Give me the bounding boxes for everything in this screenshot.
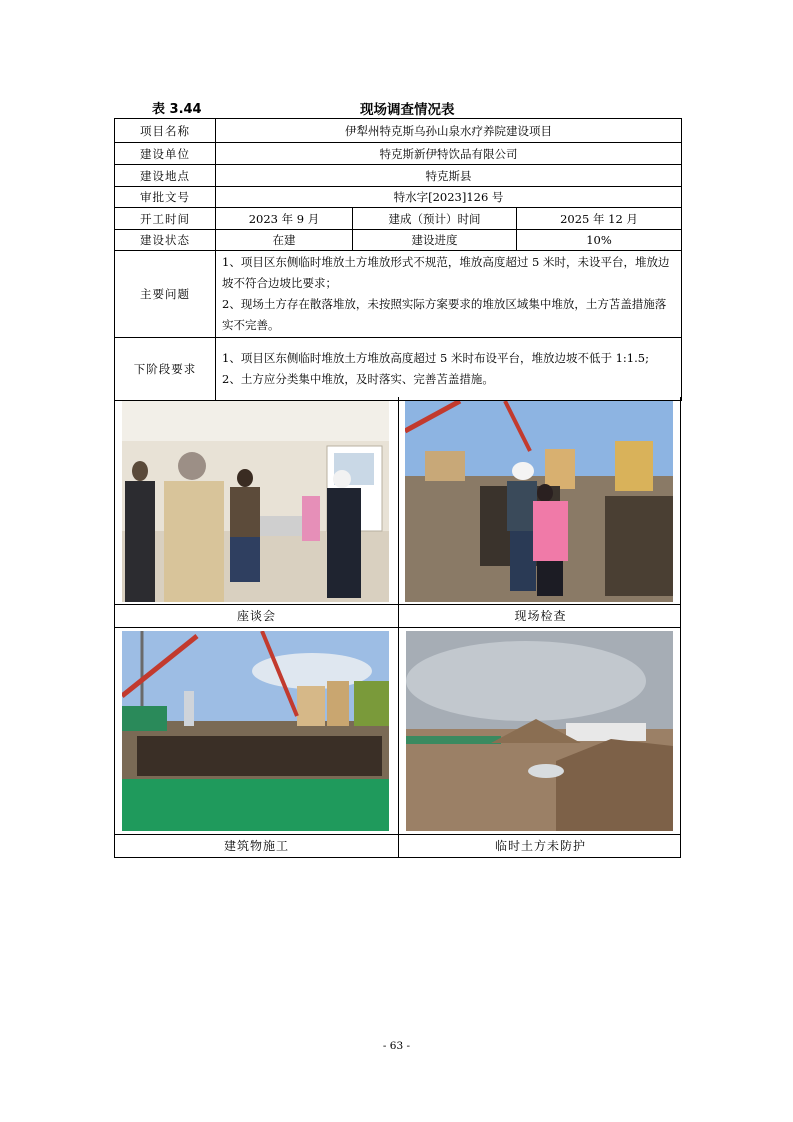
next-steps-label: 下阶段要求 — [115, 338, 216, 401]
progress-label: 建设进度 — [353, 230, 517, 251]
completion-time-label: 建成（预计）时间 — [353, 208, 517, 230]
photo-caption: 座谈会 — [236, 609, 276, 623]
completion-time-value: 2025 年 12 月 — [517, 208, 682, 230]
location-label: 建设地点 — [115, 165, 216, 187]
requirement-item: 1、项目区东侧临时堆放土方堆放高度超过 5 米时布设平台，堆放边坡不低于 1:1.5; — [222, 351, 649, 365]
row-status — [115, 230, 682, 251]
row-next-steps — [115, 338, 682, 401]
status-label: 建设状态 — [115, 230, 216, 251]
photo-grid — [114, 397, 681, 858]
row-location — [115, 165, 682, 187]
photo-building-construction — [122, 631, 389, 831]
row-approval — [115, 187, 682, 208]
photo-caption: 临时土方未防护 — [494, 839, 586, 853]
location-value: 特克斯县 — [216, 165, 682, 187]
next-steps-text — [216, 338, 682, 401]
builder-value: 特克斯新伊特饮品有限公司 — [216, 143, 682, 165]
row-builder — [115, 143, 682, 165]
builder-label: 建设单位 — [115, 143, 216, 165]
photo-meeting — [122, 401, 389, 602]
table-caption — [0, 98, 793, 116]
problem-item: 2、现场土方存在散落堆放，未按照实际方案要求的堆放区域集中堆放，土方苫盖措施落实不完善。 — [222, 297, 667, 332]
row-problems — [115, 251, 682, 338]
table-number: 表 3.44 — [152, 102, 202, 117]
photo-caption: 建筑物施工 — [223, 839, 289, 853]
problems-text — [216, 251, 682, 338]
survey-table — [114, 118, 682, 401]
project-name-label: 项目名称 — [115, 119, 216, 143]
photo-unprotected-soil — [406, 631, 673, 831]
approval-value: 特水字[2023]126 号 — [216, 187, 682, 208]
table-title: 现场调查情况表 — [360, 102, 455, 118]
project-name-value: 伊犁州特克斯乌孙山泉水疗养院建设项目 — [216, 119, 682, 143]
start-time-value: 2023 年 9 月 — [216, 208, 353, 230]
start-time-label: 开工时间 — [115, 208, 216, 230]
photo-caption: 现场检查 — [514, 609, 567, 623]
status-value: 在建 — [216, 230, 353, 251]
problems-label: 主要问题 — [115, 251, 216, 338]
requirement-item: 2、土方应分类集中堆放，及时落实、完善苫盖措施。 — [222, 372, 494, 386]
progress-value: 10% — [517, 230, 682, 251]
row-project-name — [115, 119, 682, 143]
problem-item: 1、项目区东侧临时堆放土方堆放形式不规范，堆放高度超过 5 米时，未设平台，堆放边坡不符合边坡比要求； — [222, 255, 670, 290]
page-number: - 63 - — [382, 1040, 411, 1052]
approval-label: 审批文号 — [115, 187, 216, 208]
row-start-time — [115, 208, 682, 230]
photo-site-inspection — [405, 401, 673, 602]
